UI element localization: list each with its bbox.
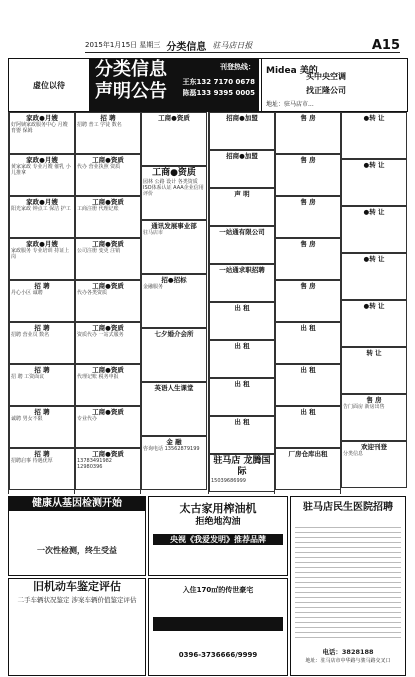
classified-ad-title: ●转 让 [363, 114, 385, 122]
classified-ad-title: 工商●资质 [152, 168, 196, 178]
classified-ad [9, 406, 75, 448]
hospital-recruit-tel: 电话：3828188 [322, 648, 374, 656]
classified-ad-title: 招 聘 [34, 282, 50, 290]
classified-ad [209, 416, 275, 454]
oil-press-sub: 拒绝地沟油 [195, 517, 241, 527]
classified-ad-text: 诚聘 男女不限 [11, 416, 43, 422]
hospital-recruit-ad [290, 496, 406, 676]
lower-ads [8, 496, 406, 676]
classified-ad-title: 工商●资质 [92, 282, 124, 290]
classified-ad-title: 出 租 [300, 324, 316, 332]
header-section: 分类信息 [166, 41, 207, 53]
phone-1: 王东132 7170 0678 [182, 78, 255, 86]
vehicle-appraisal-ad [8, 578, 146, 676]
banner-left-slot: 虚位以待 [33, 80, 65, 90]
classified-ad-title: 招 聘 [34, 324, 50, 332]
classified-ad [275, 112, 341, 154]
classified-ad-text: 驻马店市 [143, 230, 164, 236]
classified-ad [75, 280, 141, 322]
classified-ad-text: 分类信息 [343, 451, 364, 457]
classified-ad-text: 资质代办 一站式服务 [77, 332, 124, 338]
banner-title: 分类信息 声明公告 [95, 59, 167, 102]
hospital-recruit-addr: 地址：驻马店市中华路与骏马路交叉口 [305, 658, 391, 664]
classified-ad [341, 112, 407, 159]
classified-ad-title: 招 聘 [100, 114, 116, 122]
classified-ad-title: 出 租 [300, 366, 316, 374]
luxury-home-bar [153, 617, 283, 631]
classified-ad-title: 出 租 [234, 418, 250, 426]
classified-ad-title: ●转 让 [363, 255, 385, 263]
classified-ad [9, 280, 75, 322]
classified-ad-title: ●转 让 [363, 302, 385, 310]
classified-ad [341, 347, 407, 394]
hospital-recruit-body [295, 523, 401, 641]
classified-ad-title: 售 房 [366, 396, 382, 404]
classified-ad [341, 300, 407, 347]
banner-title-block [89, 59, 259, 111]
classified-ad [75, 112, 141, 154]
classified-ad [209, 150, 275, 188]
classified-ad [209, 112, 275, 150]
classified-ad-title: ●转 让 [363, 161, 385, 169]
ad-address: 地址：驻马店市... [266, 101, 314, 108]
classified-ad-title: 七夕婚介会所 [154, 330, 194, 338]
classified-ad [341, 206, 407, 253]
classified-ad [209, 226, 275, 264]
classified-ad-title: 售 房 [300, 156, 316, 164]
header-paper: 驻马店日报 [212, 40, 253, 50]
classified-ad-text: 招聘 普工 学徒 数名 [77, 122, 122, 128]
classified-column [274, 112, 341, 494]
luxury-home-title: 入住170㎡的传世豪宅 [182, 586, 254, 594]
classified-ad-title: 声 明 [234, 190, 250, 198]
classified-ad-text: 招聘 营业员 数名 [11, 332, 50, 338]
classified-ad-text: 13783491982 12980396 [77, 458, 112, 470]
classified-ad-text: 代理记账 税务申报 [77, 374, 119, 380]
classified-ad-text: 金融服务 [143, 284, 164, 290]
classified-ad-title: 出 租 [234, 342, 250, 350]
classified-ad [75, 448, 141, 490]
classified-ad-text: 丹心小区 诚聘 [11, 290, 43, 296]
classified-ad [275, 154, 341, 196]
classified-ad-title: ●转 让 [363, 208, 385, 216]
classified-ad [9, 238, 75, 280]
vehicle-appraisal-text: 二手车辆状况鉴定 涉案车辆价值鉴定评估 [17, 596, 137, 604]
classified-ad-text: 代办 营业执照 资质 [77, 164, 121, 170]
classified-ad-title: 工商●资质 [158, 114, 190, 122]
classified-ad [141, 112, 207, 166]
gene-test-ad [8, 496, 146, 576]
classified-ad [141, 328, 207, 382]
classified-ad-title: 工商●资质 [92, 408, 124, 416]
classified-ad-title: 英语人生课堂 [154, 384, 194, 392]
header-date: 2015年1月15日 星期三 [85, 41, 161, 49]
classified-ad-title: 工商●资质 [92, 240, 124, 248]
classified-ad-text: 工商注册 代理记账 [77, 206, 119, 212]
classified-ad-title: 欢迎刊登 [361, 443, 387, 451]
classified-ad [75, 322, 141, 364]
classified-ad [209, 188, 275, 226]
classified-ad [141, 166, 207, 220]
gene-test-title: 健康从基因检测开始 [9, 497, 145, 511]
classified-ad-title: 出 租 [234, 380, 250, 388]
classified-ad [209, 454, 275, 492]
classified-ad-text: 代办各类资质 [77, 290, 108, 296]
classified-ad-title: 通讯发展事业部 [151, 222, 197, 230]
classified-ad-title: 售 房 [300, 282, 316, 290]
classified-ad-title: 出 租 [300, 408, 316, 416]
classified-ad-text: 咨询电话 13562879199 [143, 446, 200, 452]
classified-ad-title: 金 融 [166, 438, 182, 446]
classified-ad [275, 406, 341, 448]
classified-column [74, 112, 141, 494]
classified-ad-text: 15039686999 [211, 478, 246, 484]
classified-ad [9, 112, 75, 154]
classified-ad [141, 382, 207, 436]
oil-press-sub2: 央视《我爱发明》推荐品牌 [153, 534, 283, 545]
classified-ad-title: 家政●月嫂 [26, 240, 58, 248]
classified-ad [9, 364, 75, 406]
classified-ad [209, 302, 275, 340]
classified-ad [9, 154, 75, 196]
classified-column [340, 112, 407, 494]
gene-test-text: 一次性检测，终生受益 [37, 546, 117, 555]
classified-ad-text: 公司注册 变更 注销 [77, 248, 121, 254]
classified-ad-title: 转 让 [366, 349, 382, 357]
classified-ad-title: 招商●加盟 [226, 114, 258, 122]
classified-ad [275, 364, 341, 406]
classified-ad-text: 好阿姨家政服务中心 月嫂 育婴 保姆 [11, 122, 68, 134]
oil-press-title: 太古家用榨油机 [179, 502, 257, 515]
classified-column [8, 112, 75, 494]
classified-column [208, 112, 275, 494]
classified-ad-title: 售 房 [300, 114, 316, 122]
classified-ad-text: 园林 公路 设计 各类资质 ISO体系认证 AAA企业信用评价 [143, 179, 204, 197]
hospital-recruit-title: 驻马店民生医院招聘 [303, 502, 393, 513]
classified-ad-title: 家政●月嫂 [26, 114, 58, 122]
classified-ad [75, 196, 141, 238]
classified-ad-title: 一站通有限公司 [219, 228, 265, 236]
phone-2: 陈磊133 9395 0005 [182, 89, 255, 97]
midea-ad [261, 59, 408, 111]
classified-ad-title: 驻马店 龙腾国际 [213, 456, 271, 477]
classified-ad-text: 黄家家政 专业月嫂 催乳 小儿推拿 [11, 164, 71, 176]
section-banner [8, 58, 408, 112]
classified-ad-text: 招聘启事 待遇优厚 [11, 458, 53, 464]
classified-ad-title: 家政●月嫂 [26, 198, 58, 206]
classified-ad-text: 家政服务 专业培训 持证上岗 [11, 248, 70, 260]
classified-ad [209, 378, 275, 416]
classified-ad [341, 253, 407, 300]
vehicle-appraisal-title: 旧机动车鉴定评估 [33, 580, 121, 593]
classified-ad-text: 专业代办 [77, 416, 98, 422]
classified-ad-title: 工商●资质 [92, 366, 124, 374]
classified-ad [75, 364, 141, 406]
classified-ad-title: 工商●资质 [92, 450, 124, 458]
classified-ad-title: 招 聘 [34, 366, 50, 374]
classified-ad [209, 264, 275, 302]
classified-ad [275, 322, 341, 364]
classified-ad [209, 340, 275, 378]
page-header [85, 38, 400, 53]
hotline-label: 刊登热线： [220, 63, 255, 71]
classified-ad [275, 196, 341, 238]
ad-line-1: 买中央空调 [306, 72, 346, 81]
classified-ad-title: 招 聘 [34, 408, 50, 416]
classified-ad [9, 448, 75, 490]
oil-press-ad [148, 496, 288, 576]
page-number: A15 [371, 37, 400, 53]
luxury-home-ad [148, 578, 288, 676]
classified-ad [141, 274, 207, 328]
classified-ad [341, 159, 407, 206]
classified-ad [275, 238, 341, 280]
classified-ad-title: 招 聘 [34, 450, 50, 458]
classified-ad-title: 工商●资质 [92, 156, 124, 164]
ad-line-2: 找正隆公司 [306, 86, 346, 95]
classified-ad [9, 322, 75, 364]
classified-ad [75, 406, 141, 448]
classified-ad-title: 家政●月嫂 [26, 156, 58, 164]
classified-ad-text: 招 聘 工资面议 [11, 374, 45, 380]
classified-ad [275, 448, 341, 490]
classified-ad-title: 售 房 [300, 240, 316, 248]
hotline-phones [183, 77, 255, 99]
classified-ad [341, 394, 407, 441]
classified-ad-title: 工商●资质 [92, 324, 124, 332]
classified-ad [9, 196, 75, 238]
midea-logo: Midea 美的 [266, 66, 318, 76]
classified-ad [141, 220, 207, 274]
classified-ad-title: 招商●加盟 [226, 152, 258, 160]
classified-ad-title: 售 房 [300, 198, 316, 206]
classified-ad-title: 工商●资质 [92, 198, 124, 206]
classified-ad-text: 告门面房 新房出售 [343, 404, 385, 410]
classified-ad [75, 154, 141, 196]
classified-ad [275, 280, 341, 322]
classified-ad-title: 出 租 [234, 304, 250, 312]
classified-grid [8, 112, 406, 494]
classified-ad-text: 阳光家政 钟点工 保洁 护工 [11, 206, 71, 212]
classified-ad [141, 436, 207, 490]
classified-ad-title: 厂房仓库出租 [288, 450, 328, 458]
classified-ad [75, 238, 141, 280]
luxury-home-phone: 0396-3736666/9999 [178, 651, 258, 659]
classified-ad-title: 招●招标 [161, 276, 187, 284]
classified-ad-title: 一站通求职招聘 [219, 266, 265, 274]
classified-column [140, 112, 207, 494]
classified-ad [341, 441, 407, 488]
